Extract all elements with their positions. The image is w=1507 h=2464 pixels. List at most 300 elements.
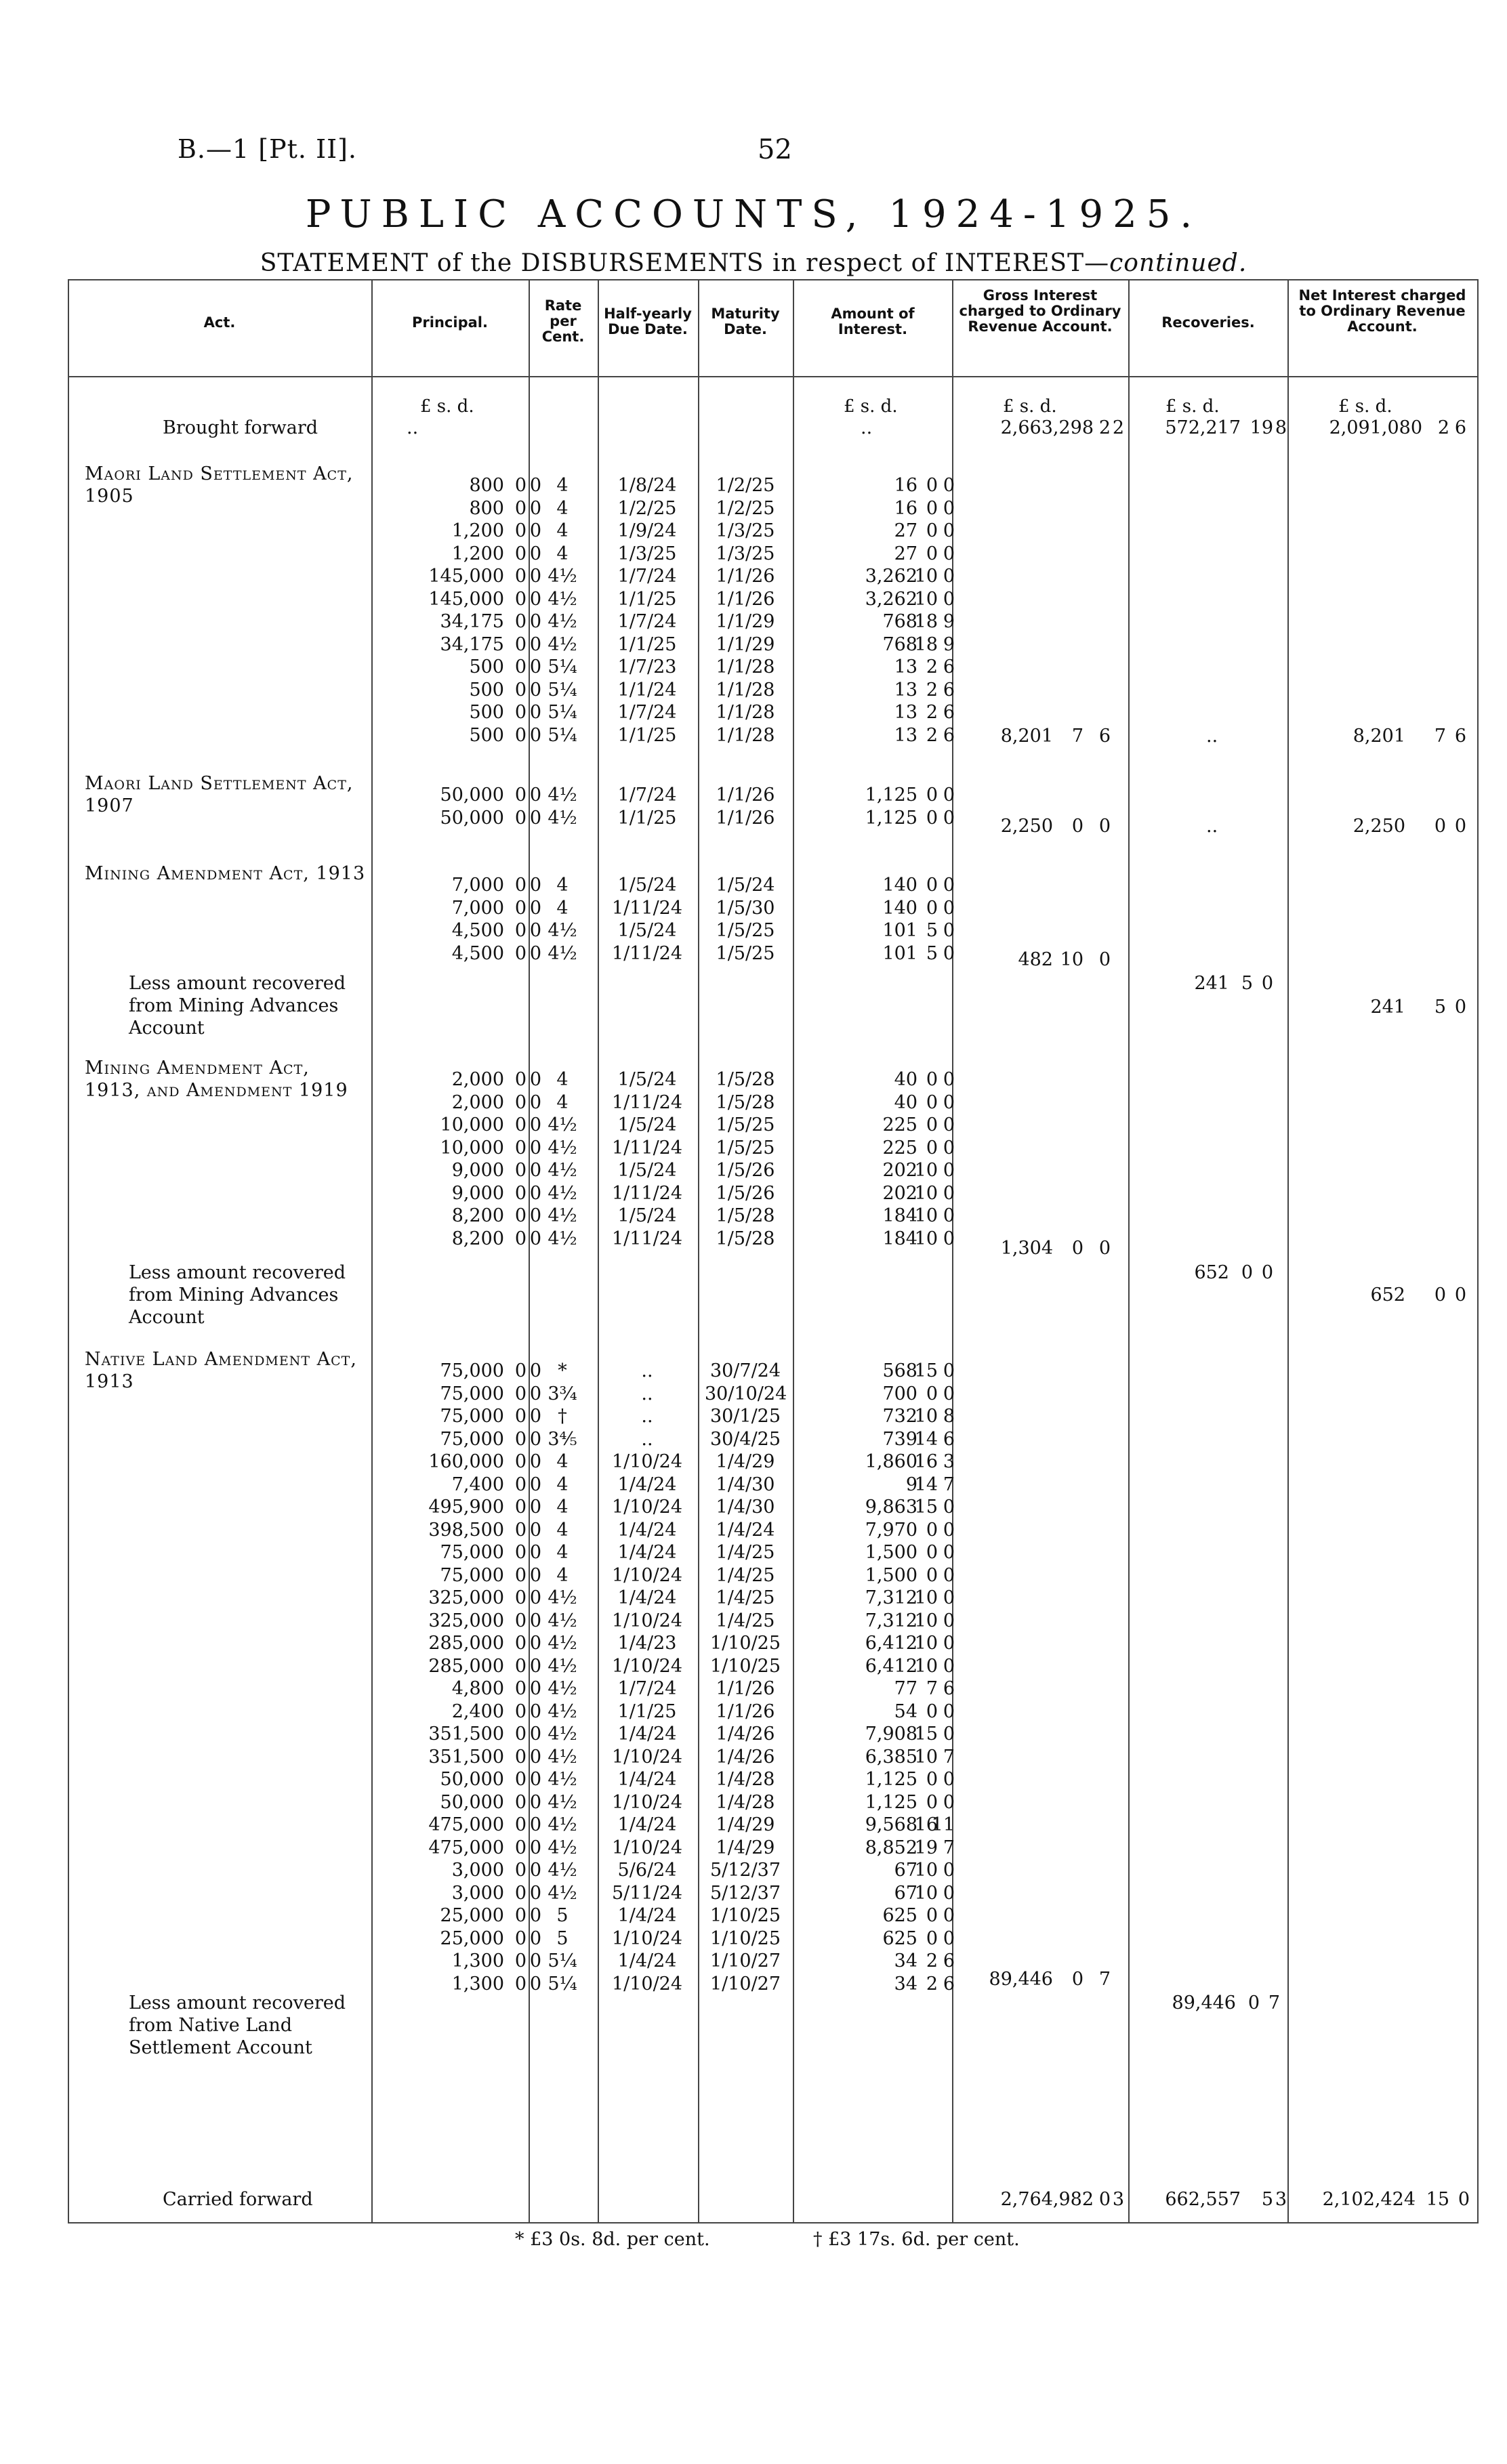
interest-shillings: 0 <box>926 1791 938 1813</box>
interest-pounds: 8,852 <box>865 1837 917 1858</box>
half-yearly-date: 1/4/24 <box>617 1950 677 1971</box>
principal-pence: 0 <box>529 942 541 964</box>
interest-pounds: 3,262 <box>865 588 917 610</box>
interest-pounds: 3,262 <box>865 566 917 587</box>
half-yearly-date: 1/11/24 <box>611 1091 683 1113</box>
interest-pence: 6 <box>943 1950 955 1971</box>
interest-pounds: 16 <box>894 497 917 519</box>
column-header-halfyearly: Half-yearly Due Date. <box>604 306 692 337</box>
half-yearly-date: 1/10/24 <box>611 1973 683 1995</box>
principal-pence: 0 <box>529 1428 541 1450</box>
gross-pounds: 2,250 <box>1000 816 1053 837</box>
principal-pounds: 75,000 <box>440 1383 504 1404</box>
maturity-date: 1/4/25 <box>716 1542 775 1563</box>
principal-pounds: 285,000 <box>428 1655 504 1677</box>
half-yearly-date: 1/7/24 <box>617 785 677 806</box>
half-yearly-date: 1/4/24 <box>617 1724 677 1745</box>
rate: 4½ <box>548 588 577 610</box>
principal-pence: 0 <box>529 875 541 896</box>
half-yearly-date: 1/1/25 <box>617 1700 677 1722</box>
interest-shillings: 16 <box>914 1451 938 1472</box>
principal-shillings: 0 <box>514 1700 527 1722</box>
half-yearly-date: 1/1/25 <box>617 724 677 746</box>
principal-shillings: 0 <box>514 875 527 896</box>
principal-pence: 0 <box>529 1451 541 1472</box>
interest-pence: 0 <box>943 897 955 919</box>
principal-shillings: 0 <box>514 1633 527 1654</box>
interest-shillings: 0 <box>926 1564 938 1586</box>
maturity-date: 1/4/25 <box>716 1610 775 1631</box>
table-row <box>0 1700 1507 1723</box>
rate: 4½ <box>548 1678 577 1699</box>
principal-pence: 0 <box>529 1497 541 1518</box>
table-row <box>0 1159 1507 1182</box>
interest-shillings: 5 <box>926 920 938 941</box>
principal-pence: 0 <box>529 1069 541 1090</box>
subtitle-italic: continued. <box>1109 249 1247 277</box>
rate: 4 <box>556 1451 569 1472</box>
half-yearly-date: 1/4/24 <box>617 1542 677 1563</box>
principal-pence: 0 <box>529 807 541 829</box>
rate: 5 <box>556 1927 569 1949</box>
net-pence: 0 <box>1454 1285 1466 1306</box>
column-header-recoveries: Recoveries. <box>1161 314 1255 331</box>
half-yearly-date: 1/5/24 <box>617 875 677 896</box>
principal-pounds: 9,000 <box>451 1182 504 1204</box>
table-row <box>0 1723 1507 1745</box>
table-row <box>0 1541 1507 1564</box>
half-yearly-date: 1/2/25 <box>617 497 677 519</box>
interest-pounds: 6,412 <box>865 1655 917 1677</box>
interest-shillings: 10 <box>914 1228 938 1249</box>
principal-pence: 0 <box>529 633 541 655</box>
recovery-row-mining1919 <box>0 1261 1507 1284</box>
principal-shillings: 0 <box>514 1114 527 1135</box>
interest-pence: 0 <box>943 1905 955 1926</box>
interest-pence: 0 <box>943 475 955 496</box>
principal-pounds: 7,000 <box>451 897 504 919</box>
rate: 4½ <box>548 1837 577 1858</box>
principal-pounds: 800 <box>469 475 504 496</box>
carried-forward-label: Carried forward <box>163 2189 313 2210</box>
half-yearly-date: 1/11/24 <box>611 1228 683 1249</box>
half-yearly-date: 1/10/24 <box>611 1927 683 1949</box>
interest-pence: 0 <box>943 1360 955 1381</box>
carried-forward-net-pounds: 2,102,424 <box>1322 2189 1416 2210</box>
interest-shillings: 0 <box>926 1137 938 1158</box>
interest-shillings: 2 <box>926 702 938 723</box>
rate: 4 <box>556 1474 569 1495</box>
half-yearly-date: .. <box>641 1428 653 1450</box>
principal-pounds: 500 <box>469 656 504 677</box>
maturity-date: 1/5/28 <box>716 1228 775 1249</box>
principal-pence: 0 <box>529 1678 541 1699</box>
principal-shillings: 0 <box>514 1069 527 1090</box>
half-yearly-date: 1/11/24 <box>611 897 683 919</box>
principal-pounds: 145,000 <box>428 588 504 610</box>
currency-head-net: £ s. d. <box>1338 396 1392 417</box>
brought-forward-net-shillings: 2 <box>1437 417 1449 438</box>
interest-pence: 0 <box>943 807 955 829</box>
interest-pounds: 768 <box>882 633 917 655</box>
principal-shillings: 0 <box>514 785 527 806</box>
column-header-amount: Amount of Interest. <box>831 306 915 337</box>
interest-shillings: 2 <box>926 1973 938 1995</box>
table-row <box>0 1837 1507 1859</box>
principal-pounds: 8,200 <box>451 1205 504 1226</box>
rate: 4½ <box>548 1746 577 1768</box>
gross-pounds: 8,201 <box>1000 726 1053 747</box>
interest-pounds: 184 <box>882 1205 917 1226</box>
half-yearly-date: 1/11/24 <box>611 1182 683 1204</box>
table-row <box>0 1655 1507 1677</box>
principal-pounds: 75,000 <box>440 1542 504 1563</box>
interest-shillings: 0 <box>926 1542 938 1563</box>
rate: 5¼ <box>548 679 577 701</box>
principal-pounds: 10,000 <box>440 1114 504 1135</box>
interest-pounds: 140 <box>882 897 917 919</box>
maturity-date: 1/3/25 <box>716 543 775 564</box>
principal-pounds: 1,300 <box>451 1973 504 1995</box>
maturity-date: 30/10/24 <box>705 1383 787 1404</box>
interest-pounds: 1,125 <box>865 807 917 829</box>
maturity-date: 1/1/28 <box>716 702 775 723</box>
interest-shillings: 0 <box>926 1519 938 1541</box>
half-yearly-date: 1/4/24 <box>617 1474 677 1495</box>
interest-pounds: 732 <box>882 1406 917 1427</box>
rate: 4½ <box>548 1791 577 1813</box>
maturity-date: 1/1/26 <box>716 566 775 587</box>
principal-pounds: 285,000 <box>428 1633 504 1654</box>
interest-pence: 0 <box>943 497 955 519</box>
principal-shillings: 0 <box>514 1474 527 1495</box>
principal-pence: 0 <box>529 1383 541 1404</box>
gross-shillings: 10 <box>1060 949 1083 970</box>
interest-pounds: 7,970 <box>865 1519 917 1541</box>
half-yearly-date: 1/8/24 <box>617 475 677 496</box>
table-row <box>0 1205 1507 1227</box>
principal-pence: 0 <box>529 1837 541 1858</box>
principal-pence: 0 <box>529 1610 541 1631</box>
total-row-native1913 <box>0 1968 1507 1990</box>
interest-pence: 0 <box>943 1724 955 1745</box>
rate: 4 <box>556 1069 569 1090</box>
interest-pounds: 13 <box>894 702 917 723</box>
interest-shillings: 0 <box>926 1700 938 1722</box>
net-shillings: 7 <box>1434 726 1446 747</box>
principal-pounds: 1,200 <box>451 520 504 541</box>
principal-pence: 0 <box>529 1542 541 1563</box>
interest-pence: 0 <box>943 1091 955 1113</box>
rate: 4 <box>556 1091 569 1113</box>
maturity-date: 1/1/28 <box>716 724 775 746</box>
rate: 5 <box>556 1905 569 1926</box>
principal-pence: 0 <box>529 1205 541 1226</box>
maturity-date: 1/10/25 <box>709 1633 781 1654</box>
maturity-date: 1/1/28 <box>716 656 775 677</box>
interest-pence: 0 <box>943 1769 955 1790</box>
recovery-row-mining1913 <box>0 972 1507 995</box>
recoveries-pounds: 652 <box>1194 1262 1229 1283</box>
recoveries-shillings: 0 <box>1247 1992 1260 2013</box>
rate: 4 <box>556 520 569 541</box>
interest-pounds: 1,500 <box>865 1542 917 1563</box>
table-row <box>0 610 1507 633</box>
table-row <box>0 1474 1507 1496</box>
half-yearly-date: 1/10/24 <box>611 1564 683 1586</box>
principal-shillings: 0 <box>514 1205 527 1226</box>
interest-shillings: 0 <box>926 1769 938 1790</box>
rate: 4½ <box>548 1205 577 1226</box>
interest-shillings: 18 <box>914 611 938 632</box>
rate: 4 <box>556 1564 569 1586</box>
rate: 4½ <box>548 566 577 587</box>
interest-pounds: 202 <box>882 1182 917 1204</box>
table-row <box>0 1768 1507 1791</box>
interest-pence: 0 <box>943 1228 955 1249</box>
principal-pounds: 75,000 <box>440 1428 504 1450</box>
half-yearly-date: 1/1/24 <box>617 679 677 701</box>
gross-pounds: 482 <box>1018 949 1053 970</box>
page-reference: B.—1 [Pt. II]. <box>178 134 358 164</box>
interest-pounds: 7,908 <box>865 1724 917 1745</box>
table-row <box>0 1360 1507 1382</box>
interest-pence: 0 <box>943 1564 955 1586</box>
column-header-principal: Principal. <box>412 314 488 331</box>
interest-pence: 0 <box>943 1700 955 1722</box>
principal-shillings: 0 <box>514 1406 527 1427</box>
principal-pence: 0 <box>529 1633 541 1654</box>
rate: 4½ <box>548 785 577 806</box>
principal-pounds: 1,300 <box>451 1950 504 1971</box>
interest-pence: 0 <box>943 1137 955 1158</box>
table-row <box>0 1519 1507 1541</box>
maturity-date: 30/7/24 <box>709 1360 781 1381</box>
maturity-date: 1/5/26 <box>716 1160 775 1181</box>
rate: 4 <box>556 497 569 519</box>
table-row <box>0 633 1507 656</box>
half-yearly-date: .. <box>641 1406 653 1427</box>
half-yearly-date: 1/1/25 <box>617 807 677 829</box>
principal-shillings: 0 <box>514 1091 527 1113</box>
section-title-mls1907: Maori Land Settlement Act, 1907 <box>85 773 354 816</box>
principal-shillings: 0 <box>514 633 527 655</box>
interest-pounds: 13 <box>894 724 917 746</box>
interest-shillings: 0 <box>926 475 938 496</box>
principal-shillings: 0 <box>514 679 527 701</box>
carried-forward-net-shillings: 15 <box>1426 2189 1449 2210</box>
interest-shillings: 0 <box>926 1905 938 1926</box>
interest-shillings: 16 <box>914 1814 938 1835</box>
principal-pence: 0 <box>529 1114 541 1135</box>
principal-pence: 0 <box>529 656 541 677</box>
principal-shillings: 0 <box>514 897 527 919</box>
principal-shillings: 0 <box>514 702 527 723</box>
rate: 4½ <box>548 1769 577 1790</box>
half-yearly-date: 1/10/24 <box>611 1610 683 1631</box>
maturity-date: 1/1/26 <box>716 588 775 610</box>
principal-shillings: 0 <box>514 807 527 829</box>
net-pounds: 652 <box>1370 1285 1405 1306</box>
interest-pounds: 27 <box>894 520 917 541</box>
table-row <box>0 1746 1507 1768</box>
principal-pounds: 2,400 <box>451 1700 504 1722</box>
principal-pounds: 800 <box>469 497 504 519</box>
interest-shillings: 10 <box>914 1633 938 1654</box>
carried-forward-rec-pounds: 662,557 <box>1165 2189 1241 2210</box>
section-title-mls1905: Maori Land Settlement Act, 1905 <box>85 463 354 507</box>
total-row-mls1907 <box>0 815 1507 837</box>
interest-pounds: 7,312 <box>865 1610 917 1631</box>
maturity-date: 1/10/27 <box>709 1950 781 1971</box>
interest-pounds: 54 <box>894 1700 917 1722</box>
principal-shillings: 0 <box>514 588 527 610</box>
interest-shillings: 10 <box>914 1882 938 1904</box>
net-pounds: 8,201 <box>1353 726 1405 747</box>
rate: 4 <box>556 1497 569 1518</box>
interest-shillings: 14 <box>914 1428 938 1450</box>
half-yearly-date: 1/4/24 <box>617 1519 677 1541</box>
interest-pence: 0 <box>943 1383 955 1404</box>
table-row <box>0 1137 1507 1159</box>
interest-shillings: 0 <box>926 785 938 806</box>
interest-pounds: 101 <box>882 920 917 941</box>
principal-shillings: 0 <box>514 1678 527 1699</box>
principal-pence: 0 <box>529 1700 541 1722</box>
column-header-net: Net Interest charged to Ordinary Revenue Account. <box>1298 287 1466 335</box>
half-yearly-date: 1/4/24 <box>617 1905 677 1926</box>
interest-shillings: 10 <box>914 1205 938 1226</box>
maturity-date: 5/12/37 <box>709 1860 781 1881</box>
half-yearly-date: 1/11/24 <box>611 942 683 964</box>
principal-shillings: 0 <box>514 1137 527 1158</box>
maturity-date: 1/5/24 <box>716 875 775 896</box>
interest-pence: 0 <box>943 1519 955 1541</box>
interest-shillings: 0 <box>926 1091 938 1113</box>
gross-shillings: 0 <box>1071 1969 1083 1990</box>
principal-pence: 0 <box>529 920 541 941</box>
interest-shillings: 7 <box>926 1678 938 1699</box>
rate: 4½ <box>548 807 577 829</box>
interest-shillings: 0 <box>926 497 938 519</box>
principal-pence: 0 <box>529 1927 541 1949</box>
rate: 4½ <box>548 1882 577 1904</box>
interest-pounds: 9,568 <box>865 1814 917 1835</box>
principal-pounds: 50,000 <box>440 1791 504 1813</box>
principal-shillings: 0 <box>514 1746 527 1768</box>
maturity-date: 1/3/25 <box>716 520 775 541</box>
brought-forward-net-pounds: 2,091,080 <box>1329 417 1422 438</box>
principal-pounds: 500 <box>469 702 504 723</box>
interest-pounds: 40 <box>894 1069 917 1090</box>
principal-pence: 0 <box>529 1091 541 1113</box>
recoveries-pence: 0 <box>1261 973 1273 994</box>
recoveries-shillings: 0 <box>1241 1262 1253 1283</box>
principal-pounds: 325,000 <box>428 1610 504 1631</box>
interest-pounds: 625 <box>882 1927 917 1949</box>
principal-shillings: 0 <box>514 475 527 496</box>
principal-shillings: 0 <box>514 1451 527 1472</box>
brought-forward-dots-principal: .. <box>407 417 419 438</box>
principal-pence: 0 <box>529 1746 541 1768</box>
gross-pence: 0 <box>1098 816 1111 837</box>
table-row <box>0 919 1507 942</box>
principal-pence: 0 <box>529 1587 541 1608</box>
interest-shillings: 18 <box>914 633 938 655</box>
currency-head-gross: £ s. d. <box>1003 396 1057 417</box>
rate: † <box>558 1406 567 1427</box>
rate: 4½ <box>548 1182 577 1204</box>
principal-pounds: 75,000 <box>440 1406 504 1427</box>
rate: 4½ <box>548 1814 577 1835</box>
principal-shillings: 0 <box>514 1383 527 1404</box>
half-yearly-date: .. <box>641 1383 653 1404</box>
interest-pence: 6 <box>943 724 955 746</box>
recoveries-pounds: 241 <box>1194 973 1229 994</box>
principal-shillings: 0 <box>514 1791 527 1813</box>
interest-pence: 7 <box>943 1474 955 1495</box>
table-row <box>0 1564 1507 1587</box>
interest-pence: 11 <box>931 1814 955 1835</box>
maturity-date: 1/4/28 <box>716 1769 775 1790</box>
section-title-mining1919: Mining Amendment Act, 1913, and Amendment 1919 <box>85 1058 348 1101</box>
principal-pence: 0 <box>529 1474 541 1495</box>
interest-pence: 0 <box>943 785 955 806</box>
principal-shillings: 0 <box>514 1182 527 1204</box>
principal-pounds: 50,000 <box>440 807 504 829</box>
principal-shillings: 0 <box>514 1564 527 1586</box>
interest-shillings: 0 <box>926 1069 938 1090</box>
maturity-date: 1/10/25 <box>709 1927 781 1949</box>
interest-pounds: 700 <box>882 1383 917 1404</box>
maturity-date: 1/4/30 <box>716 1474 775 1495</box>
principal-pounds: 75,000 <box>440 1564 504 1586</box>
interest-pence: 7 <box>943 1746 955 1768</box>
table-row <box>0 784 1507 806</box>
table-row <box>0 1496 1507 1518</box>
principal-pounds: 4,800 <box>451 1678 504 1699</box>
net-pence: 0 <box>1454 816 1466 837</box>
table-row <box>0 1383 1507 1405</box>
principal-pence: 0 <box>529 679 541 701</box>
rate: 4 <box>556 543 569 564</box>
carried-forward-gross-shillings: 0 <box>1098 2189 1111 2210</box>
interest-pence: 7 <box>943 1837 955 1858</box>
maturity-date: 1/5/25 <box>716 1114 775 1135</box>
maturity-date: 1/10/25 <box>709 1655 781 1677</box>
principal-pence: 0 <box>529 1160 541 1181</box>
principal-shillings: 0 <box>514 1360 527 1381</box>
rate: 4½ <box>548 942 577 964</box>
rate: 4½ <box>548 1610 577 1631</box>
principal-pence: 0 <box>529 1406 541 1427</box>
rate: 4½ <box>548 1160 577 1181</box>
maturity-date: 1/1/26 <box>716 1700 775 1722</box>
rate: 4½ <box>548 920 577 941</box>
half-yearly-date: 1/7/24 <box>617 1678 677 1699</box>
currency-head-amount: £ s. d. <box>844 396 898 417</box>
principal-pence: 0 <box>529 1860 541 1881</box>
interest-pence: 0 <box>943 588 955 610</box>
table-row <box>0 1927 1507 1950</box>
principal-shillings: 0 <box>514 920 527 941</box>
interest-pounds: 6,412 <box>865 1633 917 1654</box>
principal-shillings: 0 <box>514 497 527 519</box>
interest-pence: 0 <box>943 1633 955 1654</box>
principal-pounds: 9,000 <box>451 1160 504 1181</box>
principal-pounds: 50,000 <box>440 1769 504 1790</box>
net-shillings: 0 <box>1434 816 1446 837</box>
